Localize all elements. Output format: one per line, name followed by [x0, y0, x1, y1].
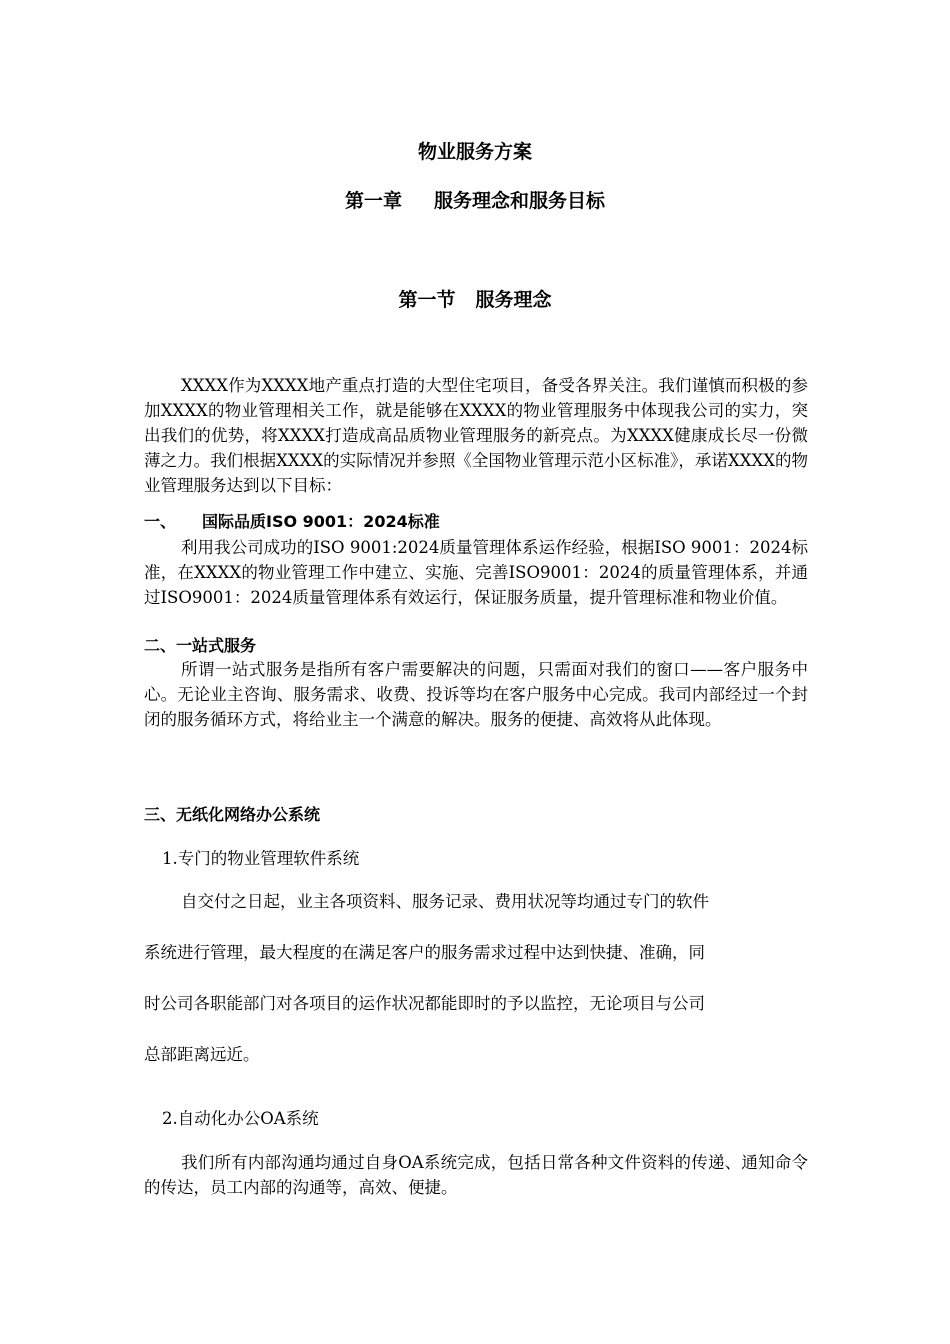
- item-title-1: 国际品质ISO 9001：2024标准: [202, 512, 440, 531]
- subitem-title-1: 1.专门的物业管理软件系统: [162, 849, 360, 868]
- section-title: [0, 288, 950, 312]
- section-name: 服务理念: [475, 289, 552, 311]
- section-number: 第一节: [398, 289, 456, 311]
- subitem-1-line-4: 总部距离远近。: [144, 1045, 260, 1064]
- chapter-title: [0, 189, 950, 213]
- item-number-1: 一、: [144, 512, 177, 531]
- document-title: 物业服务方案: [417, 141, 532, 163]
- subitem-title-2: 2.自动化办公OA系统: [162, 1109, 319, 1128]
- subitem-body-2: 我们所有内部沟通均通过自身OA系统完成，包括日常各种文件资料的传递、通知命令的传达，员工内部的沟通等，高效、便捷。: [144, 1153, 808, 1197]
- subitem-1-line-2: 系统进行管理，最大程度的在满足客户的服务需求过程中达到快捷、准确，同: [144, 943, 705, 962]
- chapter-name: 服务理念和服务目标: [434, 190, 606, 212]
- item-body-2: 所谓一站式服务是指所有客户需要解决的问题，只需面对我们的窗口——客户服务中心。无论业主咨询、服务需求、收费、投诉等均在客户服务中心完成。我司内部经过一个封闭的服务循环方式，将给业主一个满意的解决。服务的便捷、高效将从此体现。: [144, 660, 808, 729]
- subitem-1-line-1: 自交付之日起，业主各项资料、服务记录、费用状况等均通过专门的软件: [181, 892, 709, 911]
- item-heading-2: 二、一站式服务: [144, 636, 257, 655]
- subitem-1-line-3: 时公司各职能部门对各项目的运作状况都能即时的予以监控，无论项目与公司: [144, 994, 705, 1013]
- item-body-1: 利用我公司成功的ISO 9001:2024质量管理体系运作经验，根据ISO 9001：2024标准，在XXXX的物业管理工作中建立、实施、完善ISO9001：2024的质量管理体系，并通过ISO9001：2024质量管理体系有效运行，保证服务质量，提升管理标准和物业价值。: [144, 538, 808, 607]
- item-heading-3: 三、无纸化网络办公系统: [144, 805, 321, 824]
- item-heading-1: [144, 510, 808, 534]
- chapter-number: 第一章: [344, 190, 402, 212]
- intro-paragraph: XXXX作为XXXX地产重点打造的大型住宅项目，备受各界关注。我们谨慎而积极的参加XXXX的物业管理相关工作，就是能够在XXXX的物业管理服务中体现我公司的实力，突出我们的优势，将XXXX打造成高品质物业管理服务的新亮点。为XXXX健康成长尽一份微薄之力。我们根据XXXX的实际情况并参照《全国物业管理示范小区标准》，承诺XXXX的物业管理服务达到以下目标：: [144, 376, 808, 495]
